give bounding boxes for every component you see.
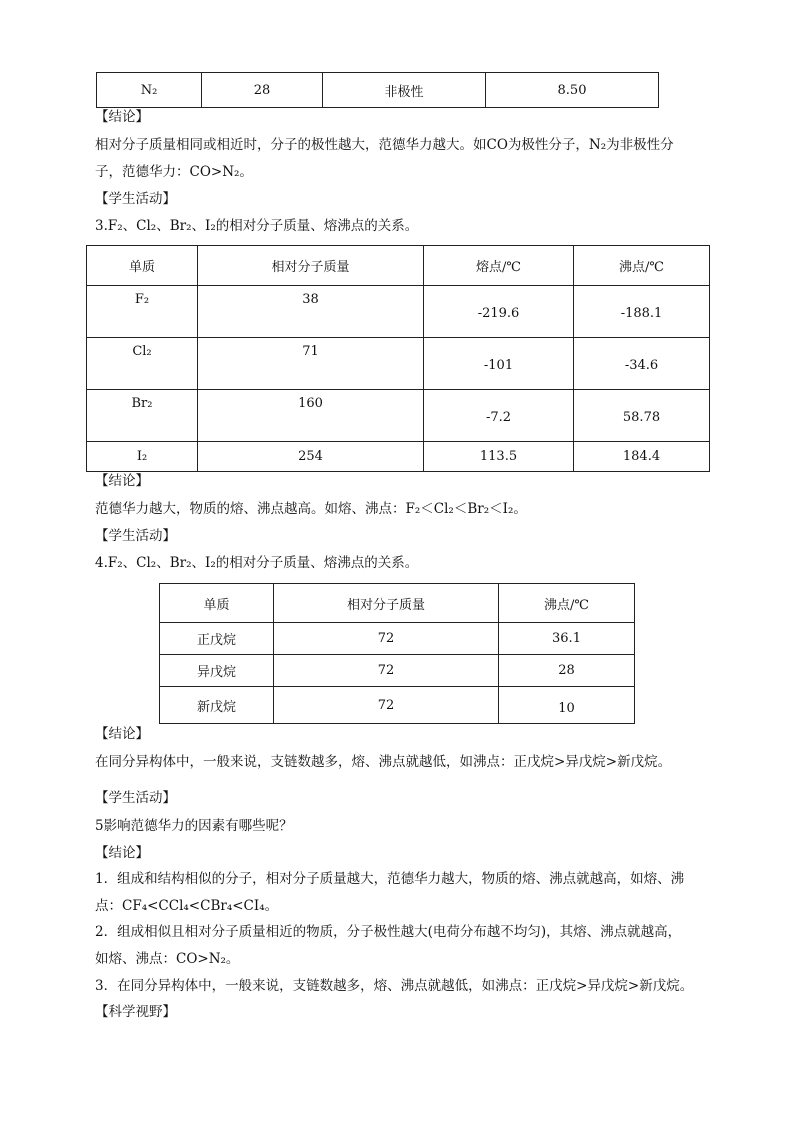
cell: 72 <box>274 687 499 724</box>
pentane-table <box>159 583 635 724</box>
column-header: 相对分子质量 <box>198 246 424 286</box>
cell: 异戊烷 <box>160 655 274 687</box>
cell: F₂ <box>87 286 198 338</box>
cell: 113.5 <box>424 442 574 472</box>
cell: N₂ <box>97 73 202 108</box>
science-view-heading: 【科学视野】 <box>95 1004 176 1020</box>
column-header: 沸点/℃ <box>574 246 710 286</box>
paragraph-polarity-cont: 子，范德华力：CO>N₂。 <box>95 164 253 180</box>
conclusion-item-2: 2．组成相似且相对分子质量相近的物质，分子极性越大(电荷分布越不均匀)，其熔、沸点就越高， <box>95 924 682 940</box>
cell: 72 <box>274 623 499 655</box>
cell: 10 <box>499 687 635 724</box>
paragraph-isomers: 在同分异构体中，一般来说，支链数越多，熔、沸点就越低，如沸点：正戊烷>异戊烷>新戊烷。 <box>95 754 672 770</box>
table-row <box>87 338 710 390</box>
halogen-table <box>86 245 710 472</box>
cell: -188.1 <box>574 286 710 338</box>
cell: 非极性 <box>323 73 486 108</box>
table-row <box>87 286 710 338</box>
column-header: 相对分子质量 <box>274 584 499 623</box>
conclusion-heading-3: 【结论】 <box>95 726 149 742</box>
table-row <box>97 73 659 108</box>
cell: I₂ <box>87 442 198 472</box>
cell: 71 <box>198 338 424 390</box>
conclusion-item-1-cont: 点：CF₄<CCl₄<CBr₄<CI₄。 <box>95 898 279 914</box>
table-row <box>87 442 710 472</box>
conclusion-heading: 【结论】 <box>95 109 149 125</box>
cell: 58.78 <box>574 390 710 442</box>
cell: 28 <box>202 73 323 108</box>
column-header: 单质 <box>160 584 274 623</box>
conclusion-item-2-cont: 如熔、沸点：CO>N₂。 <box>95 951 240 967</box>
conclusion-item-1: 1．组成和结构相似的分子，相对分子质量越大，范德华力越大，物质的熔、沸点就越高，如熔、沸 <box>95 871 685 887</box>
cell: 38 <box>198 286 424 338</box>
column-header: 熔点/℃ <box>424 246 574 286</box>
cell: 8.50 <box>486 73 659 108</box>
table-header-row <box>87 246 710 286</box>
cell: 正戊烷 <box>160 623 274 655</box>
student-activity-heading-3: 【学生活动】 <box>95 790 176 806</box>
cell: 184.4 <box>574 442 710 472</box>
table-row <box>87 390 710 442</box>
item4-title: 4.F₂、Cl₂、Br₂、I₂的相对分子质量、熔沸点的关系。 <box>95 555 419 571</box>
table-n2-row <box>96 72 659 108</box>
table-row <box>160 687 635 724</box>
cell: 新戊烷 <box>160 687 274 724</box>
table-row <box>160 623 635 655</box>
column-header: 沸点/℃ <box>499 584 635 623</box>
cell: -7.2 <box>424 390 574 442</box>
column-header: 单质 <box>87 246 198 286</box>
cell: Br₂ <box>87 390 198 442</box>
table-row <box>160 655 635 687</box>
cell: 254 <box>198 442 424 472</box>
student-activity-heading: 【学生活动】 <box>95 191 176 207</box>
cell: -34.6 <box>574 338 710 390</box>
cell: 28 <box>499 655 635 687</box>
cell: -101 <box>424 338 574 390</box>
conclusion-heading-2: 【结论】 <box>95 473 149 489</box>
cell: 72 <box>274 655 499 687</box>
paragraph-vdw: 范德华力越大，物质的熔、沸点越高。如熔、沸点：F₂＜Cl₂＜Br₂＜I₂。 <box>95 501 527 517</box>
item5-title: 5影响范德华力的因素有哪些呢？ <box>95 818 293 834</box>
item3-title: 3.F₂、Cl₂、Br₂、I₂的相对分子质量、熔沸点的关系。 <box>95 218 419 234</box>
cell: Cl₂ <box>87 338 198 390</box>
paragraph-polarity: 相对分子质量相同或相近时，分子的极性越大，范德华力越大。如CO为极性分子，N₂为非极性分 <box>95 137 674 153</box>
cell: -219.6 <box>424 286 574 338</box>
conclusion-item-3: 3．在同分异构体中，一般来说，支链数越多，熔、沸点就越低，如沸点：正戊烷>异戊烷>新戊烷。 <box>95 978 694 994</box>
cell: 160 <box>198 390 424 442</box>
conclusion-heading-4: 【结论】 <box>95 845 149 861</box>
student-activity-heading-2: 【学生活动】 <box>95 528 176 544</box>
table-header-row <box>160 584 635 623</box>
cell: 36.1 <box>499 623 635 655</box>
